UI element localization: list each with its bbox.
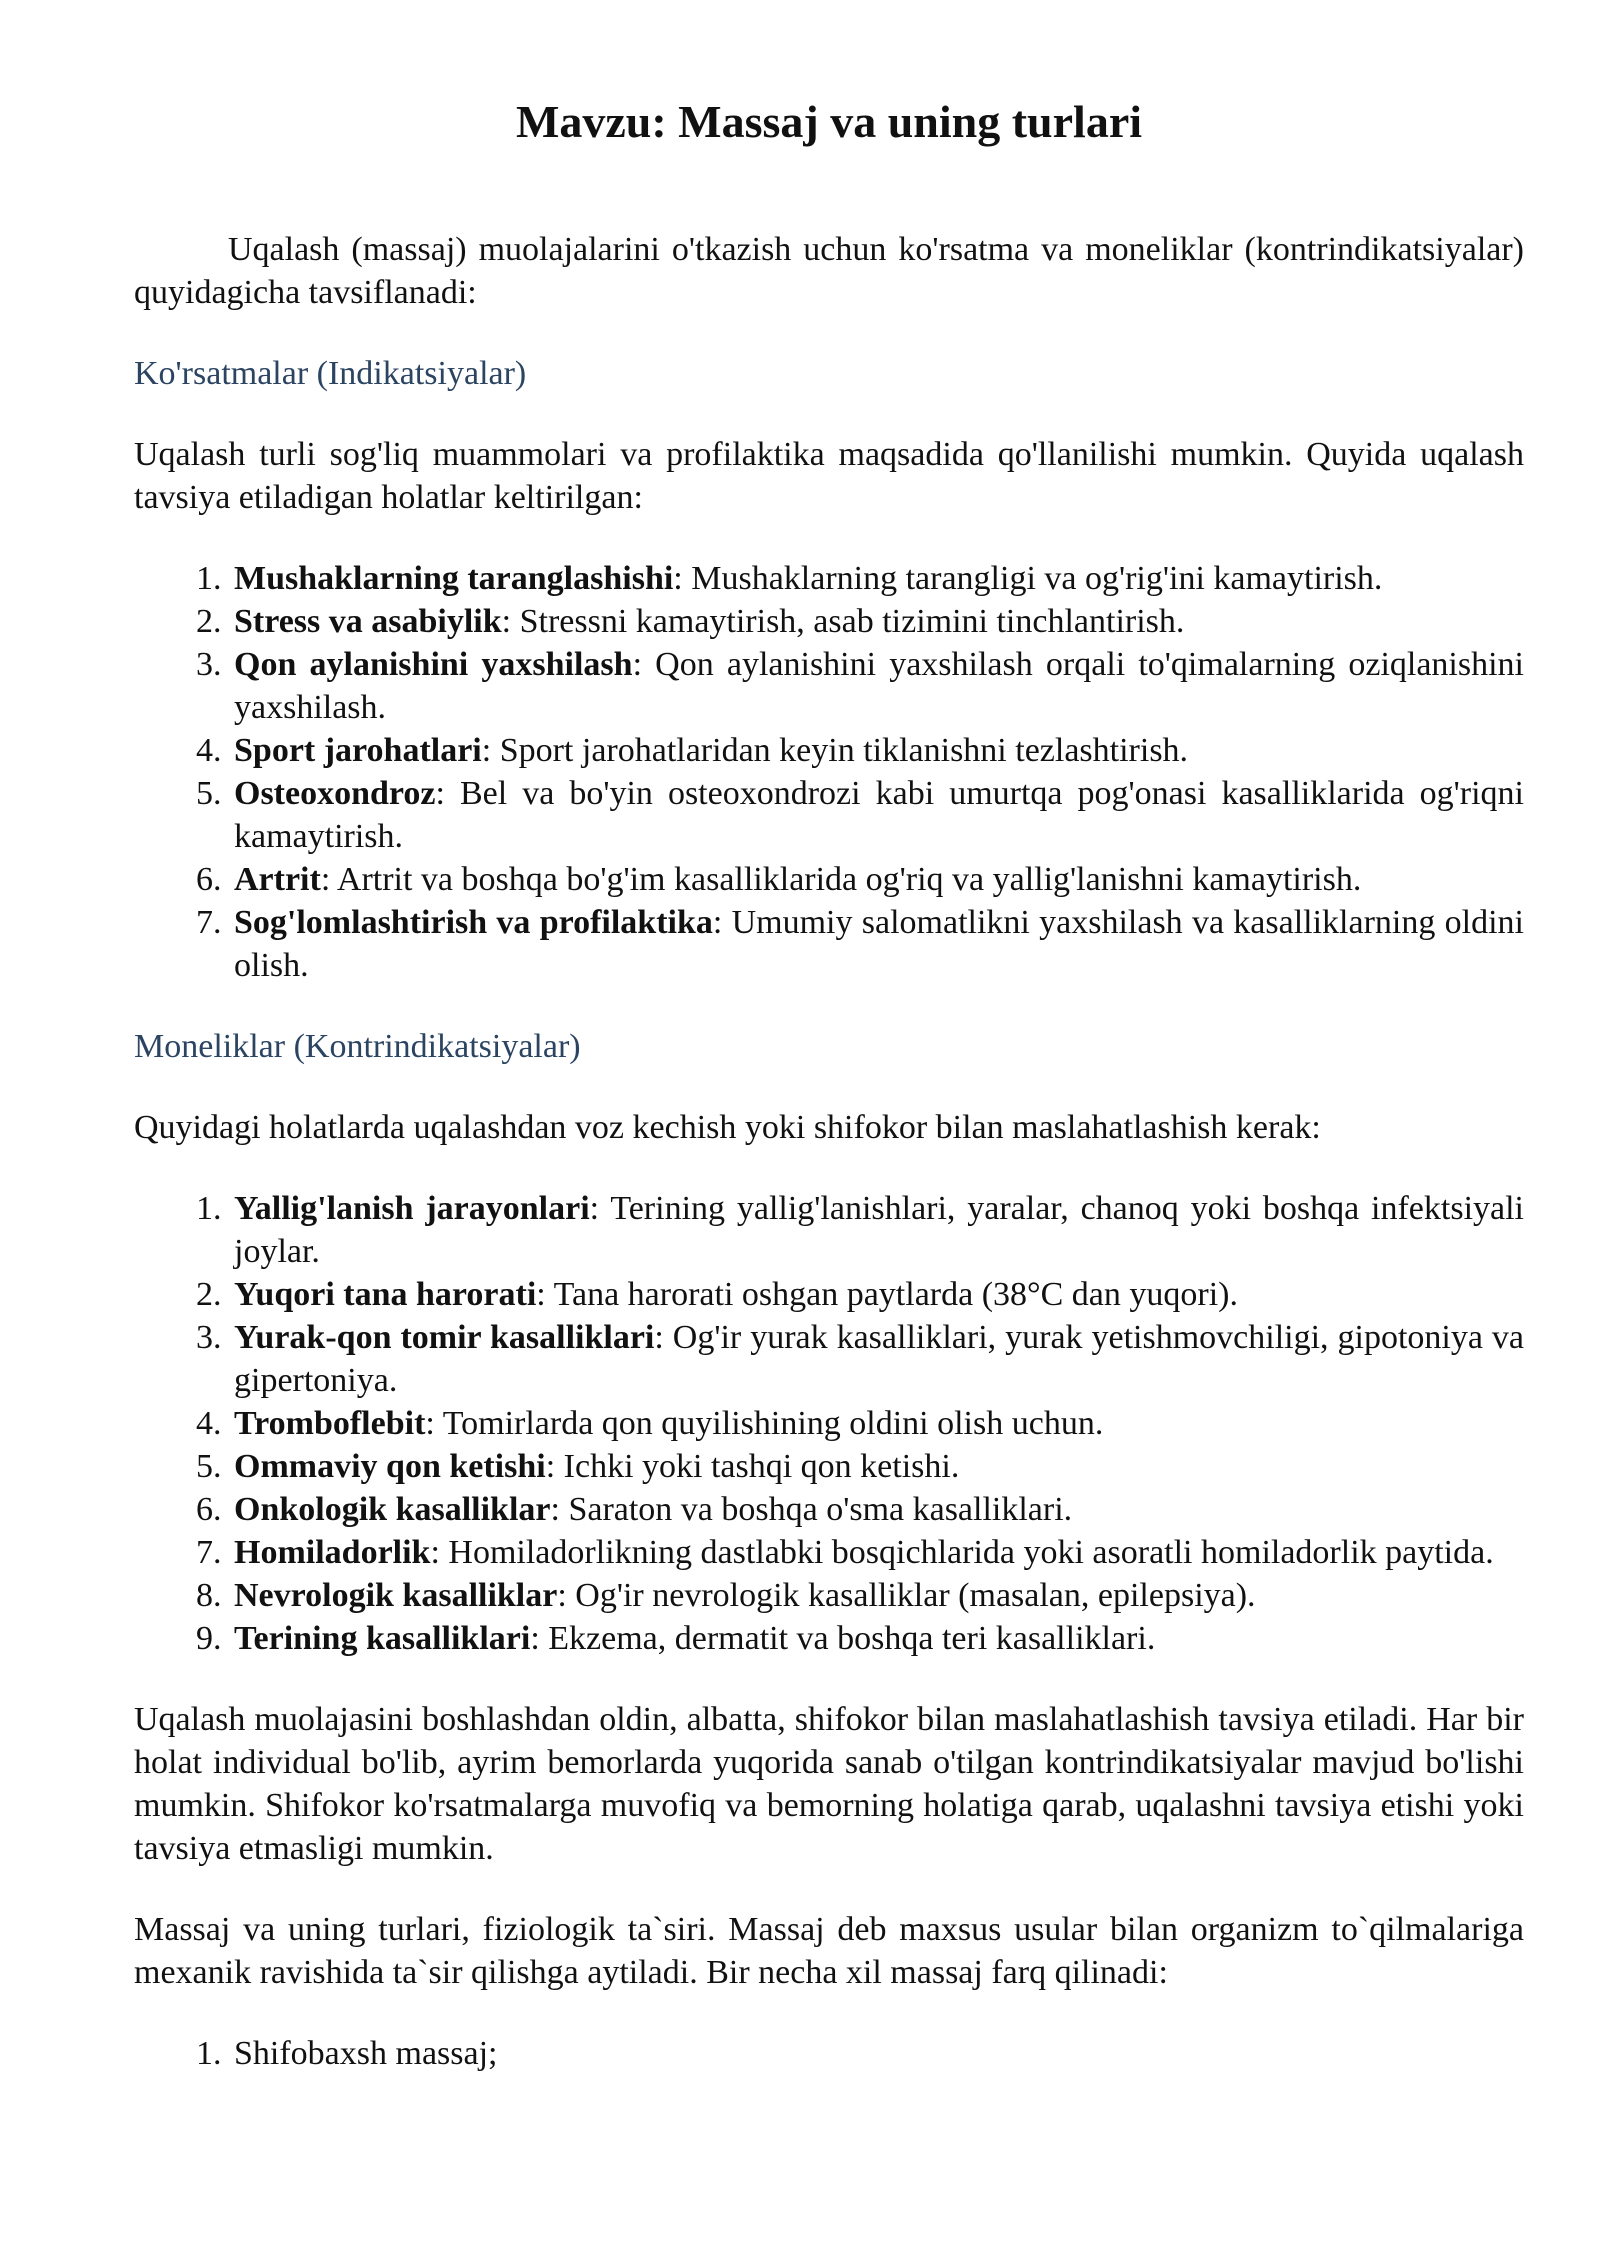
- intro-paragraph: Uqalash (massaj) muolajalarini o'tkazish uchun ko'rsatma va moneliklar (kontrindikatsiyalar) quyidagicha tavsiflanadi:: [134, 231, 1524, 311]
- contraindications-paragraph: Quyidagi holatlarda uqalashdan voz kechish yoki shifokor bilan maslahatlashish kerak:: [134, 1109, 1321, 1146]
- list-item: [230, 729, 1524, 772]
- list-item-term: Sport jarohatlari: [234, 732, 482, 769]
- list-item-text: : Ichki yoki tashqi qon ketishi.: [545, 1448, 960, 1485]
- list-item-term: Tromboflebit: [234, 1405, 426, 1442]
- contraindications-list: [134, 1187, 1524, 1660]
- list-item-text: : Artrit va boshqa bo'g'im kasalliklarida og'riq va yallig'lanishni kamaytirish.: [320, 861, 1362, 898]
- massage-types-list: [134, 2032, 1524, 2075]
- list-item-text: : Stressni kamaytirish, asab tizimini tinchlantirish.: [501, 603, 1185, 640]
- list-item-text: : Tomirlarda qon quyilishining oldini olish uchun.: [425, 1405, 1104, 1442]
- list-item-text: : Sport jarohatlaridan keyin tiklanishni tezlashtirish.: [481, 732, 1189, 769]
- list-item-text: : Tana harorati oshgan paytlarda (38°C dan yuqori).: [536, 1276, 1238, 1313]
- list-item: [230, 1445, 1524, 1488]
- list-item: [230, 1316, 1524, 1402]
- list-item-term: Ommaviy qon ketishi: [234, 1448, 546, 1485]
- list-item: [230, 901, 1524, 987]
- list-item: [230, 858, 1524, 901]
- list-item: [230, 1617, 1524, 1660]
- list-item-text: : Saraton va boshqa o'sma kasalliklari.: [550, 1491, 1073, 1528]
- list-item-term: Artrit: [234, 861, 321, 898]
- indications-list: [134, 557, 1524, 987]
- indications-paragraph: Uqalash turli sog'liq muammolari va profilaktika maqsadida qo'llanilishi mumkin. Quyida uqalash tavsiya etiladigan holatlar keltirilgan:: [134, 436, 1524, 516]
- list-item: [230, 1187, 1524, 1273]
- list-item: [230, 1273, 1524, 1316]
- indications-heading: Ko'rsatmalar (Indikatsiyalar): [134, 355, 527, 392]
- list-item-term: Sog'lomlashtirish va profilaktika: [234, 904, 713, 941]
- document-page: [134, 92, 1524, 2075]
- list-item-term: Yuqori tana harorati: [234, 1276, 537, 1313]
- list-item-term: Stress va asabiylik: [234, 603, 502, 640]
- list-item-text: : Homiladorlikning dastlabki bosqichlarida yoki asoratli homiladorlik paytida.: [430, 1534, 1494, 1571]
- list-item: [230, 1402, 1524, 1445]
- contraindications-heading: Moneliklar (Kontrindikatsiyalar): [134, 1028, 581, 1065]
- advice-paragraph: Uqalash muolajasini boshlashdan oldin, albatta, shifokor bilan maslahatlashish tavsiya etiladi. Har bir holat individual bo'lib, ayrim bemorlarda yuqorida sanab o'tilgan kontrindikatsiyalar mavjud bo'lishi mumkin. Shifokor ko'rsatmalarga muvofiq va bemorning holatiga qarab, uqalashni tavsiya etishi yoki tavsiya etmasligi mumkin.: [134, 1701, 1524, 1867]
- list-item: 1. Shifobaxsh massaj;: [230, 2032, 1524, 2075]
- list-item-term: Terining kasalliklari: [234, 1620, 531, 1657]
- list-item-text: : Qon aylanishini yaxshilash orqali to'qimalarning oziqlanishini yaxshilash.: [234, 646, 1525, 726]
- list-item-term: Yurak-qon tomir kasalliklari: [234, 1319, 655, 1356]
- list-item-term: Homiladorlik: [234, 1534, 431, 1571]
- list-item-term: Mushaklarning taranglashishi: [234, 560, 674, 597]
- list-item: [230, 1488, 1524, 1531]
- list-item: [230, 1574, 1524, 1617]
- list-item-term: Qon aylanishini yaxshilash: [234, 646, 633, 683]
- list-item: [230, 600, 1524, 643]
- list-item-text: : Og'ir yurak kasalliklari, yurak yetishmovchiligi, gipotoniya va gipertoniya.: [234, 1319, 1525, 1399]
- list-item-text: : Bel va bo'yin osteoxondrozi kabi umurtqa pog'onasi kasalliklarida og'riqni kamaytirish.: [234, 775, 1524, 855]
- list-item-term: Yallig'lanish jarayonlari: [234, 1190, 590, 1227]
- list-item-text: : Terining yallig'lanishlari, yaralar, chanoq yoki boshqa infektsiyali joylar.: [234, 1190, 1524, 1270]
- list-item: [230, 1531, 1524, 1574]
- list-item-term: Onkologik kasalliklar: [234, 1491, 551, 1528]
- types-paragraph: Massaj va uning turlari, fiziologik ta`siri. Massaj deb maxsus usular bilan organizm to`qilmalariga mexanik ravishida ta`sir qilishga aytiladi. Bir necha xil massaj farq qilinadi:: [134, 1911, 1524, 1991]
- list-item: [230, 557, 1524, 600]
- page-title: Mavzu: Massaj va uning turlari: [515, 96, 1143, 147]
- list-item-term: Osteoxondroz: [234, 775, 436, 812]
- list-item-text: : Og'ir nevrologik kasalliklar (masalan, epilepsiya).: [557, 1577, 1256, 1614]
- list-item: [230, 643, 1524, 729]
- list-item-text: : Mushaklarning tarangligi va og'rig'ini kamaytirish.: [673, 560, 1383, 597]
- list-item-term: Nevrologik kasalliklar: [234, 1577, 558, 1614]
- list-item-text: : Umumiy salomatlikni yaxshilash va kasalliklarning oldini olish.: [234, 904, 1524, 984]
- list-item-text: : Ekzema, dermatit va boshqa teri kasalliklari.: [530, 1620, 1156, 1657]
- list-item: [230, 772, 1524, 858]
